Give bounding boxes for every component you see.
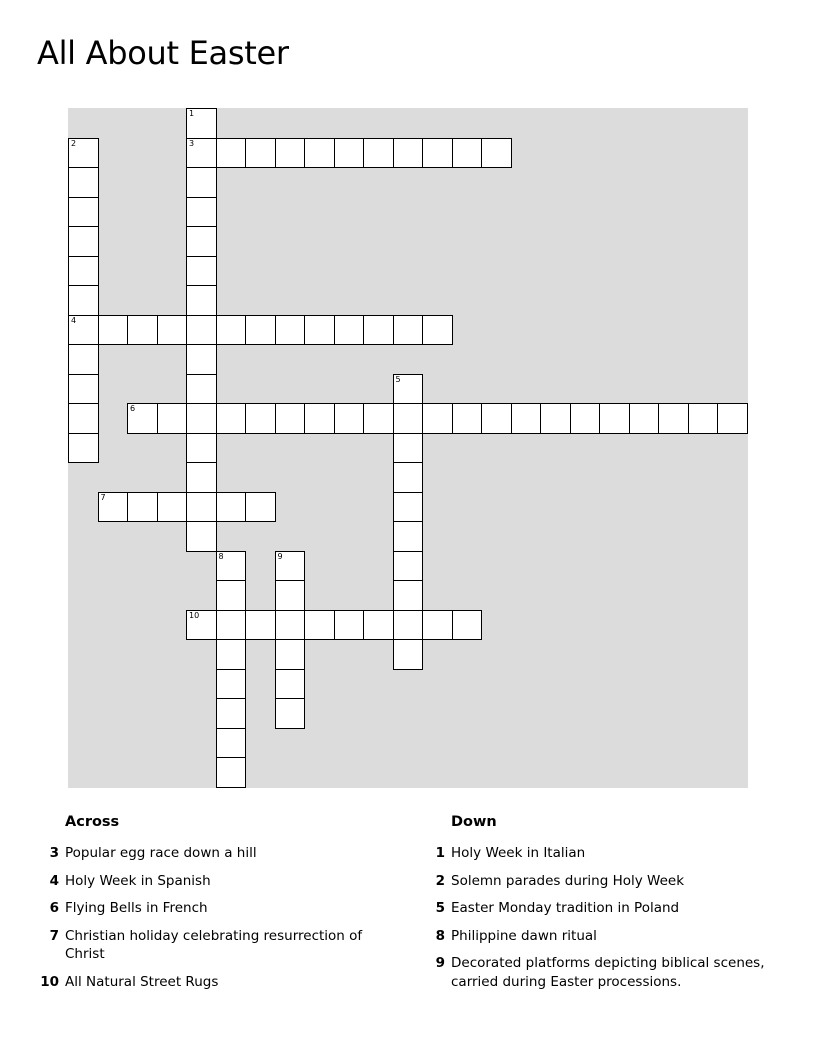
grid-cell[interactable] (127, 315, 158, 346)
grid-cell[interactable] (275, 639, 306, 670)
grid-cell[interactable] (393, 374, 424, 405)
grid-cell[interactable] (157, 315, 188, 346)
page-title: All About Easter (37, 34, 289, 72)
grid-cell[interactable] (393, 521, 424, 552)
grid-cell[interactable] (186, 610, 217, 641)
grid-cell[interactable] (216, 492, 247, 523)
grid-cell[interactable] (481, 403, 512, 434)
grid-cell[interactable] (186, 315, 217, 346)
cell-number: 6 (130, 404, 136, 413)
clue-number: 1 (435, 845, 445, 861)
crossword-grid (68, 108, 748, 788)
grid-cell[interactable] (186, 197, 217, 228)
grid-cell[interactable] (393, 551, 424, 582)
grid-cell[interactable] (688, 403, 719, 434)
grid-cell[interactable] (68, 315, 99, 346)
cell-number: 9 (277, 551, 283, 561)
grid-cell[interactable] (245, 492, 276, 523)
grid-cell[interactable] (629, 403, 660, 434)
grid-cell[interactable] (216, 757, 247, 788)
grid-cell[interactable] (216, 403, 247, 434)
clue-text: All Natural Street Rugs (65, 973, 219, 990)
grid-cell[interactable] (68, 197, 99, 228)
grid-cell[interactable] (186, 138, 217, 169)
clue-number: 6 (49, 900, 59, 916)
grid-cell[interactable] (186, 256, 217, 287)
grid-cell[interactable] (186, 108, 217, 139)
grid-cell[interactable] (186, 285, 217, 316)
grid-cell[interactable] (186, 433, 217, 464)
grid-cell[interactable] (275, 403, 306, 434)
clue-number: 8 (435, 927, 445, 944)
grid-cell[interactable] (393, 138, 424, 169)
grid-cell[interactable] (363, 138, 394, 169)
grid-cell[interactable] (275, 669, 306, 700)
grid-cell[interactable] (186, 344, 217, 375)
grid-cell[interactable] (216, 639, 247, 670)
grid-cell[interactable] (186, 374, 217, 405)
grid-cell[interactable] (717, 403, 748, 434)
grid-cell[interactable] (481, 138, 512, 169)
clue-number: 7 (49, 927, 59, 944)
grid-cell[interactable] (334, 315, 365, 346)
cell-number: 4 (71, 315, 77, 325)
grid-cell[interactable] (540, 403, 571, 434)
grid-cell[interactable] (570, 403, 601, 434)
grid-cell[interactable] (452, 610, 483, 641)
clue-number: 3 (49, 845, 59, 861)
clue-number: 9 (435, 955, 445, 971)
grid-cell[interactable] (393, 315, 424, 346)
across-clue (37, 844, 377, 863)
grid-cell[interactable] (275, 551, 306, 582)
across-heading: Across (65, 814, 120, 830)
grid-cell[interactable] (186, 167, 217, 198)
grid-cell[interactable] (127, 492, 158, 523)
grid-cell[interactable] (393, 403, 424, 434)
cell-number: 8 (218, 551, 224, 561)
grid-cell[interactable] (68, 374, 99, 405)
grid-cell[interactable] (334, 138, 365, 169)
grid-cell[interactable] (245, 138, 276, 169)
grid-cell[interactable] (68, 285, 99, 316)
across-clue (37, 872, 377, 891)
grid-cell[interactable] (68, 167, 99, 198)
grid-cell[interactable] (599, 403, 630, 434)
cell-number: 7 (100, 492, 106, 502)
grid-cell[interactable] (452, 138, 483, 169)
grid-cell[interactable] (186, 521, 217, 552)
clue-text: Easter Monday tradition in Poland (451, 900, 680, 916)
clue-number: 2 (435, 872, 445, 889)
grid-cell[interactable] (127, 403, 158, 434)
grid-cell[interactable] (393, 610, 424, 641)
grid-cell[interactable] (275, 138, 306, 169)
grid-cell[interactable] (216, 728, 247, 759)
grid-cell[interactable] (363, 403, 394, 434)
grid-cell[interactable] (452, 403, 483, 434)
cell-number: 1 (189, 109, 195, 118)
grid-cell[interactable] (216, 551, 247, 582)
clue-number: 5 (435, 900, 445, 916)
grid-cell[interactable] (98, 315, 129, 346)
grid-cell[interactable] (334, 403, 365, 434)
grid-cell[interactable] (275, 698, 306, 729)
grid-cell[interactable] (393, 492, 424, 523)
grid-cell[interactable] (275, 580, 306, 611)
cell-number: 10 (189, 610, 200, 620)
clue-text: Popular egg race down a hill (65, 845, 257, 861)
grid-cell[interactable] (422, 610, 453, 641)
down-clue (423, 844, 773, 863)
grid-cell[interactable] (304, 138, 335, 169)
grid-cell[interactable] (275, 315, 306, 346)
grid-cell[interactable] (186, 226, 217, 257)
clue-text: Christian holiday celebrating resurrection of Christ (65, 927, 363, 962)
grid-cell[interactable] (216, 669, 247, 700)
grid-cell[interactable] (245, 315, 276, 346)
clue-text: Holy Week in Italian (451, 845, 586, 861)
grid-cell[interactable] (216, 138, 247, 169)
across-clue (37, 899, 377, 918)
grid-cell[interactable] (363, 315, 394, 346)
grid-cell[interactable] (216, 580, 247, 611)
down-clue (423, 872, 773, 891)
clue-text: Flying Bells in French (65, 900, 208, 916)
clue-text: Decorated platforms depicting biblical scenes, carried during Easter processions. (451, 955, 765, 990)
down-clue-list (423, 844, 773, 1000)
grid-cell[interactable] (393, 639, 424, 670)
cell-number: 5 (395, 374, 401, 384)
grid-cell[interactable] (68, 226, 99, 257)
grid-cell[interactable] (186, 492, 217, 523)
grid-cell[interactable] (275, 610, 306, 641)
grid-cell[interactable] (68, 433, 99, 464)
grid-cell[interactable] (216, 315, 247, 346)
grid-cell[interactable] (304, 315, 335, 346)
grid-cell[interactable] (304, 403, 335, 434)
grid-cell[interactable] (363, 610, 394, 641)
grid-cell[interactable] (216, 610, 247, 641)
grid-cell[interactable] (68, 403, 99, 434)
grid-cell[interactable] (422, 403, 453, 434)
down-clue (423, 899, 773, 918)
grid-cell[interactable] (422, 138, 453, 169)
grid-cell[interactable] (304, 610, 335, 641)
cell-number: 3 (189, 138, 195, 148)
grid-cell[interactable] (245, 403, 276, 434)
grid-cell[interactable] (216, 698, 247, 729)
grid-cell[interactable] (393, 433, 424, 464)
across-clue (37, 927, 377, 964)
clue-text: Solemn parades during Holy Week (451, 872, 685, 889)
grid-cell[interactable] (68, 138, 99, 169)
clue-number: 4 (49, 872, 59, 889)
grid-cell[interactable] (98, 492, 129, 523)
grid-cell[interactable] (658, 403, 689, 434)
grid-cell[interactable] (68, 256, 99, 287)
across-clue (37, 973, 377, 992)
grid-cell[interactable] (334, 610, 365, 641)
clue-text: Holy Week in Spanish (65, 872, 211, 889)
grid-cell[interactable] (511, 403, 542, 434)
grid-cell[interactable] (393, 462, 424, 493)
grid-cell[interactable] (393, 580, 424, 611)
cell-number: 2 (71, 138, 77, 148)
grid-cell[interactable] (245, 610, 276, 641)
clue-text: Philippine dawn ritual (451, 927, 597, 944)
grid-cell[interactable] (422, 315, 453, 346)
down-heading: Down (451, 814, 497, 830)
grid-cell[interactable] (157, 492, 188, 523)
down-clue (423, 927, 773, 946)
clue-number: 10 (40, 973, 59, 990)
grid-cell[interactable] (186, 403, 217, 434)
grid-cell[interactable] (157, 403, 188, 434)
across-clue-list (37, 844, 377, 1000)
grid-cell[interactable] (186, 462, 217, 493)
grid-cell[interactable] (68, 344, 99, 375)
down-clue (423, 954, 773, 991)
